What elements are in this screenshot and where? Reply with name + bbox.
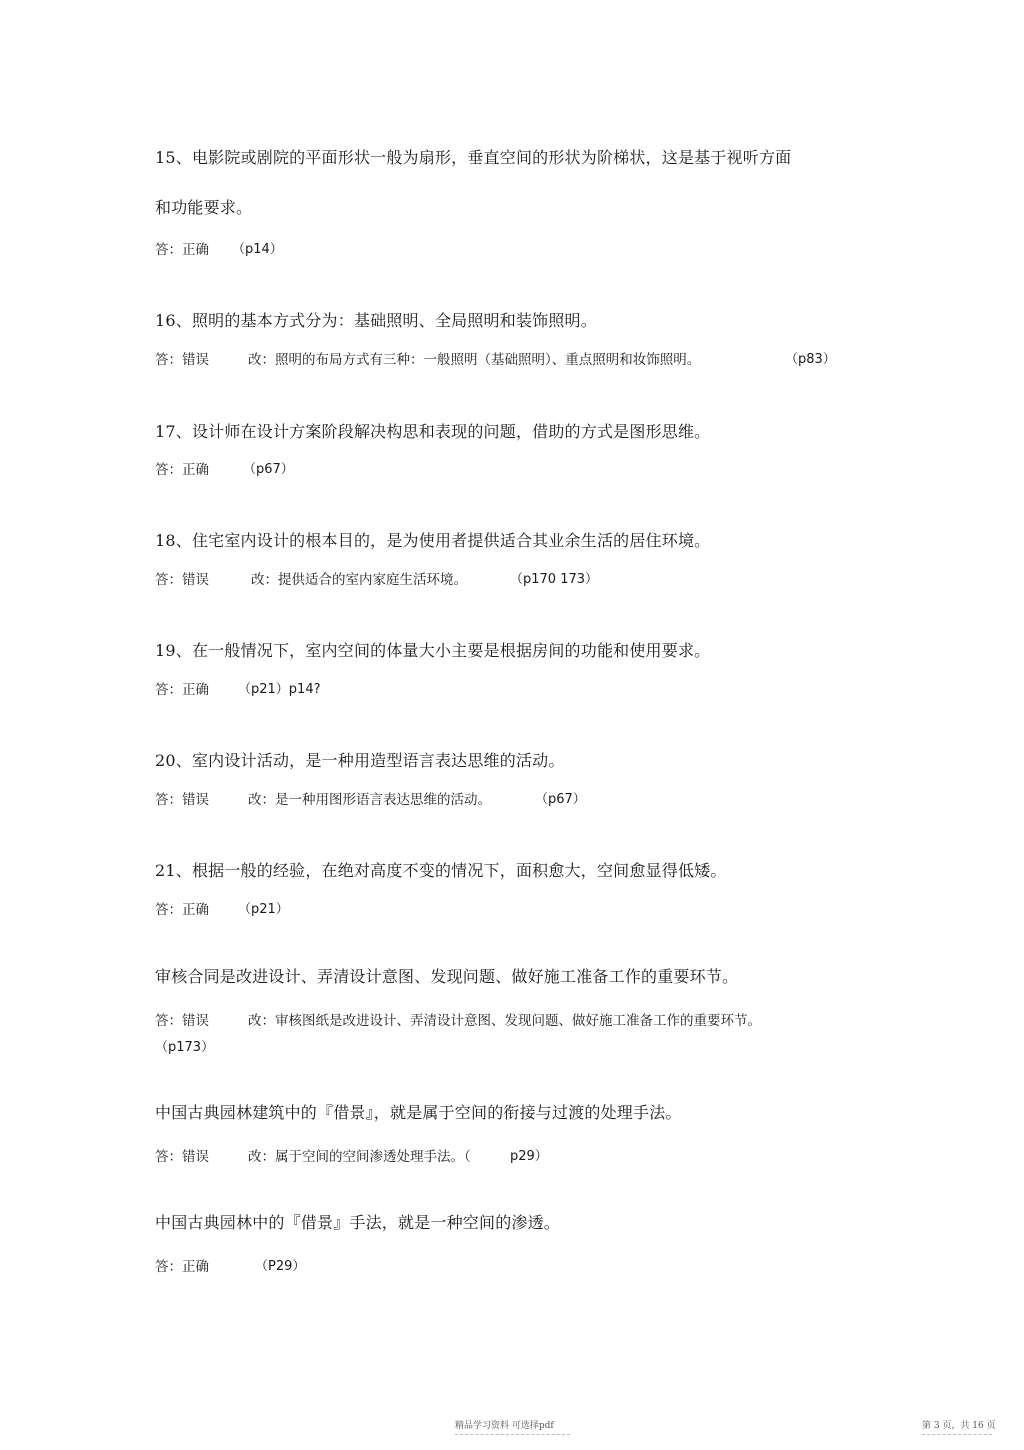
question-21: 21、根据一般的经验，在绝对高度不变的情况下，面积愈大，空间愈显得低矮。 <box>155 861 727 880</box>
question-15-line2: 和功能要求。 <box>155 198 253 217</box>
question-17: 17、设计师在设计方案阶段解决构思和表现的问题，借助的方式是图形思维。 <box>155 422 711 441</box>
answer-21-ref: （p21） <box>238 902 289 917</box>
answer-16-correction: 改：照明的布局方式有三种：一般照明（基础照明）、重点照明和妆饰照明。 <box>248 352 701 368</box>
question-15-line1: 15、电影院或剧院的平面形状一般为扇形，垂直空间的形状为阶梯状，这是基于视听方面 <box>155 148 792 167</box>
answer-18-verdict: 答：错误 <box>155 572 209 588</box>
answer-18-ref: （p170 173） <box>510 572 599 587</box>
question-22: 审核合同是改进设计、弄清设计意图、发现问题、做好施工准备工作的重要环节。 <box>155 967 739 986</box>
answer-16-ref: （p83） <box>785 352 836 367</box>
answer-17-ref: （p67） <box>243 462 294 477</box>
answer-24-ref: （P29） <box>255 1259 306 1274</box>
footer-divider-left <box>455 1434 570 1435</box>
answer-18-correction: 改：提供适合的室内家庭生活环境。 <box>251 572 467 588</box>
question-19: 19、在一般情况下，室内空间的体量大小主要是根据房间的功能和使用要求。 <box>155 641 711 660</box>
answer-20-correction: 改：是一种用图形语言表达思维的活动。 <box>248 792 491 808</box>
answer-15-verdict: 答：正确 <box>155 242 209 258</box>
answer-22-verdict: 答：错误 <box>155 1013 209 1029</box>
question-23: 中国古典园林建筑中的『借景』，就是属于空间的衔接与过渡的处理手法。 <box>155 1103 682 1122</box>
answer-16-verdict: 答：错误 <box>155 352 209 368</box>
answer-20-ref: （p67） <box>535 792 586 807</box>
answer-15-ref: （p14） <box>232 242 283 257</box>
answer-22-correction: 改：审核图纸是改进设计、弄清设计意图、发现问题、做好施工准备工作的重要环节。 <box>248 1013 761 1029</box>
answer-23-ref: p29） <box>510 1149 548 1164</box>
answer-24-verdict: 答：正确 <box>155 1259 209 1275</box>
footer-page-number: 第 3 页，共 16 页 <box>922 1421 996 1431</box>
question-20: 20、室内设计活动，是一种用造型语言表达思维的活动。 <box>155 751 565 770</box>
answer-17-verdict: 答：正确 <box>155 462 209 478</box>
question-18: 18、住宅室内设计的根本目的，是为使用者提供适合其业余生活的居住环境。 <box>155 531 711 550</box>
question-16: 16、照明的基本方式分为：基础照明、全局照明和装饰照明。 <box>155 311 597 330</box>
answer-23-verdict: 答：错误 <box>155 1149 209 1165</box>
answer-23-correction: 改：属于空间的空间渗透处理手法。（ <box>248 1149 471 1165</box>
answer-22-ref: （p173） <box>155 1040 215 1055</box>
answer-20-verdict: 答：错误 <box>155 792 209 808</box>
footer-divider-right <box>922 1434 992 1435</box>
question-24: 中国古典园林中的『借景』手法，就是一种空间的渗透。 <box>155 1213 561 1232</box>
answer-21-verdict: 答：正确 <box>155 902 209 918</box>
footer-watermark: 精品学习资料 可选择pdf <box>455 1421 554 1431</box>
answer-19-ref: （p21）p14? <box>238 682 321 697</box>
answer-19-verdict: 答：正确 <box>155 682 209 698</box>
